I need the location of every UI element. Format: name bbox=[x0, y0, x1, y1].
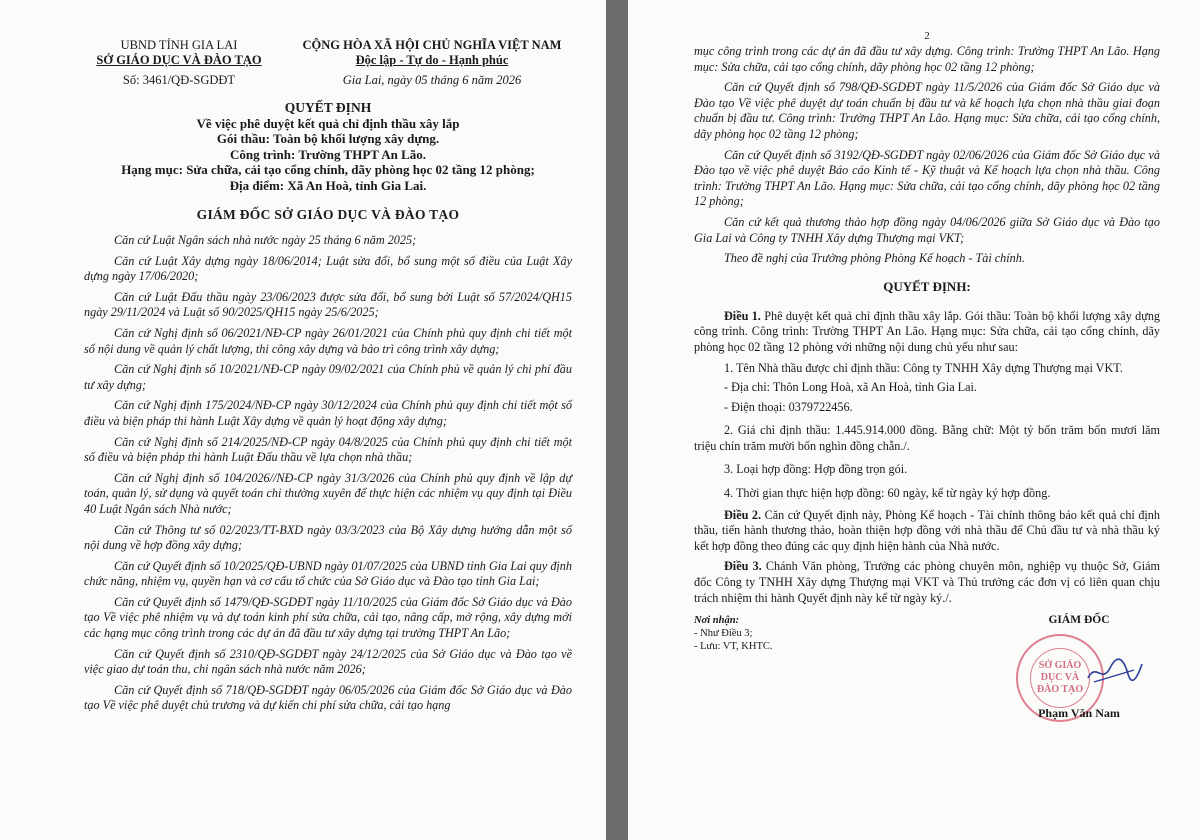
contractor-phone: - Điện thoại: 0379722456. bbox=[724, 399, 853, 414]
proposal-basis: Theo đề nghị của Trưởng phòng Phòng Kế hoạch - Tài chính. bbox=[724, 251, 1025, 266]
contract-price: 2. Giá chỉ định thầu: 1.445.914.000 đồng. Bằng chữ: Một tỷ bốn trăm bốn mươi lăm triệu chín trăm mười bốn nghìn đồng chẵn./. bbox=[694, 423, 1160, 453]
title-item: Hạng mục: Sửa chữa, cải tạo cổng chính, dãy phòng học 02 tầng 12 phòng; bbox=[121, 162, 535, 177]
legal-basis-13: Căn cứ Quyết định số 718/QĐ-SGDĐT ngày 06/05/2026 của Giám đốc Sở Giáo dục và Đào tạo Về việc phê duyệt chủ trương và dự kiến chi phí sửa chữa, cải tạo hạng bbox=[84, 682, 572, 713]
article-2-label: Điều 2. bbox=[724, 507, 762, 522]
recipients-title: Nơi nhận: bbox=[694, 615, 740, 627]
title-package: Gói thầu: Toàn bộ khối lượng xây dựng. bbox=[216, 131, 440, 146]
legal-basis-5: Căn cứ Nghị định số 10/2021/NĐ-CP ngày 09/02/2021 của Chính phủ về quản lý chi phí đầu tư xây dựng; bbox=[84, 362, 572, 392]
page-header bbox=[84, 38, 572, 88]
article-2-text: Căn cứ Quyết định này, Phòng Kế hoạch - Tài chính thông báo kết quả chỉ định thầu, tiến hành thương thảo, hoàn thiện hợp đồng với nhà thầu để Chủ đầu tư và nhà thầu ký kết hợp đồng theo đúng các quy định hiện hành của Nhà nước. bbox=[694, 507, 1160, 553]
document-number: Số: 3461/QĐ-SGDĐT bbox=[122, 73, 236, 87]
recipient-2: - Lưu: VT, KHTC. bbox=[694, 641, 773, 653]
article-3 bbox=[694, 559, 1160, 606]
article-2 bbox=[694, 508, 1160, 555]
contractor-address: - Địa chỉ: Thôn Long Hoà, xã An Hoà, tỉnh Gia Lai. bbox=[724, 380, 977, 395]
agency-parent: UBND TỈNH GIA LAI bbox=[120, 38, 238, 52]
authority-heading: GIÁM ĐỐC SỞ GIÁO DỤC VÀ ĐÀO TẠO bbox=[196, 207, 460, 222]
recipient-1: - Như Điều 3; bbox=[694, 628, 753, 640]
article-1-text: Phê duyệt kết quả chỉ định thầu xây lắp. Gói thầu: Toàn bộ khối lượng xây dựng công trình. Công trình: Trường THPT An Lão. Hạng mục: Sửa chữa, cải tạo cổng chính, dãy phòng học 02 tầng 12 phòng với những nội dung chủ yếu như sau: bbox=[694, 308, 1161, 354]
legal-basis-1: Căn cứ Luật Ngân sách nhà nước ngày 25 tháng 6 năm 2025; bbox=[114, 233, 417, 247]
title-subject: Về việc phê duyệt kết quả chỉ định thầu xây lắp bbox=[196, 115, 460, 131]
legal-basis-10: Căn cứ Quyết định số 10/2025/QĐ-UBND ngày 01/07/2025 của UBND tỉnh Gia Lai quy định chức năng, nhiệm vụ, quyền hạn và cơ cấu tổ chức của Sở Giáo dục và Đào tạo tỉnh Gia Lai; bbox=[84, 558, 572, 589]
motto: Độc lập - Tự do - Hạnh phúc bbox=[355, 53, 509, 67]
issue-date: Gia Lai, ngày 05 tháng 6 năm 2026 bbox=[342, 73, 522, 87]
article-1-items bbox=[694, 361, 1160, 502]
article-1 bbox=[694, 309, 1160, 356]
legal-basis-6: Căn cứ Nghị định 175/2024/NĐ-CP ngày 30/12/2024 của Chính phủ quy định chi tiết một số điều và biện pháp thi hành Luật Xây dựng về quản lý hoạt động xây dựng; bbox=[84, 398, 572, 428]
contractor-name: 1. Tên Nhà thầu được chỉ định thầu: Công ty TNHH Xây dựng Thượng mại VKT. bbox=[724, 360, 1123, 375]
legal-basis-continued: mục công trình trong các dự án đã đầu tư xây dựng. Công trình: Trường THPT An Lão. Hạng mục: Sửa chữa, cải tạo cổng chính, dãy phòng học 02 tầng 12 phòng; bbox=[694, 44, 1160, 74]
legal-basis-7: Căn cứ Nghị định số 214/2025/NĐ-CP ngày 04/8/2025 của Chính phủ quy định chi tiết một số điều và biện pháp thi hành Luật Đấu thầu về lựa chọn nhà thầu; bbox=[84, 434, 572, 465]
legal-basis-12: Căn cứ Quyết định số 2310/QĐ-SGDĐT ngày 24/12/2025 của Sở Giáo dục và Đào tạo về việc giao dự toán thu, chi ngân sách nhà nước năm 2026; bbox=[84, 646, 572, 677]
legal-basis-16: Căn cứ kết quả thương thảo hợp đồng ngày 04/06/2026 giữa Sở Giáo dục và Đào tạo Gia Lai và Công ty TNHH Xây dựng Thượng mại VKT; bbox=[694, 214, 1160, 245]
legal-basis-15: Căn cứ Quyết định số 3192/QĐ-SGDĐT ngày 02/06/2026 của Giám đốc Sở Giáo dục và Đào tạo về việc phê duyệt Báo cáo Kinh tế - Kỹ thuật và Kế hoạch lựa chọn nhà thầu. Công trình: Trường THPT An Lão. Hạng mục: Sửa chữa, cải tạo cổng chính, dãy phòng học 02 tầng 12 phòng; bbox=[694, 147, 1160, 209]
title-location: Địa điểm: Xã An Hoà, tỉnh Gia Lai. bbox=[229, 177, 427, 193]
contract-type: 3. Loại hợp đồng: Hợp đồng trọn gói. bbox=[724, 462, 908, 477]
decision-title bbox=[84, 100, 572, 193]
legal-bases bbox=[84, 233, 572, 714]
legal-basis-9: Căn cứ Thông tư số 02/2023/TT-BXD ngày 03/3/2023 của Bộ Xây dựng hướng dẫn một số nội dung về hợp đồng xây dựng; bbox=[84, 522, 572, 553]
national-motto bbox=[292, 38, 572, 88]
legal-basis-2: Căn cứ Luật Xây dựng ngày 18/06/2014; Luật sửa đổi, bổ sung một số điều của Luật Xây dựng ngày 17/06/2020; bbox=[84, 253, 572, 284]
handwritten-signature bbox=[1084, 656, 1144, 686]
decision-heading: QUYẾT ĐỊNH: bbox=[883, 278, 971, 294]
title-main: QUYẾT ĐỊNH bbox=[284, 100, 372, 115]
stamp-text: SỞ GIÁO DỤC VÀ ĐÀO TẠO bbox=[1030, 648, 1090, 708]
country-name: CỘNG HÒA XÃ HỘI CHỦ NGHĨA VIỆT NAM bbox=[302, 38, 562, 52]
signer-name: Phạm Văn Nam bbox=[1038, 706, 1120, 721]
legal-basis-4: Căn cứ Nghị định số 06/2021/NĐ-CP ngày 26/01/2021 của Chính phủ quy định chi tiết một số nội dung về quản lý chất lượng, thi công xây dựng và bảo trì công trình xây dựng; bbox=[84, 325, 572, 356]
document-page-2 bbox=[628, 0, 1200, 840]
legal-basis-3: Căn cứ Luật Đấu thầu ngày 23/06/2023 được sửa đổi, bổ sung bởi Luật số 57/2024/QH15 ngày 29/11/2024 và Luật số 90/2025/QH15 ngày 25/6/2025; bbox=[84, 289, 572, 320]
contract-duration: 4. Thời gian thực hiện hợp đồng: 60 ngày, kể từ ngày ký hợp đồng. bbox=[724, 486, 1051, 501]
article-1-label: Điều 1. bbox=[724, 308, 761, 323]
legal-bases-continued bbox=[694, 44, 1160, 267]
signer-title: GIÁM ĐỐC bbox=[1048, 614, 1110, 627]
signature-area bbox=[694, 614, 1160, 724]
article-3-text: Chánh Văn phòng, Trưởng các phòng chuyên môn, nghiệp vụ thuộc Sở, Giám đốc Công ty TNHH Xây dựng Thượng mại VKT và Thủ trưởng các đơn vị có liên quan chịu trách nhiệm thi hành Quyết định này kể từ ngày ký./. bbox=[694, 559, 1160, 605]
agency-name: SỞ GIÁO DỤC VÀ ĐÀO TẠO bbox=[96, 53, 262, 67]
page-number: 2 bbox=[924, 30, 930, 42]
recipients bbox=[694, 614, 894, 653]
title-project: Công trình: Trường THPT An Lão. bbox=[229, 146, 427, 162]
legal-basis-14: Căn cứ Quyết định số 798/QĐ-SGDĐT ngày 11/5/2026 của Giám đốc Sở Giáo dục và Đào tạo Về việc phê duyệt dự toán chuẩn bị đầu tư và kế hoạch lựa chọn nhà thầu giai đoạn chuẩn bị đầu tư. Công trình: Trường THPT An Lão. Hạng mục: Sửa chữa, cải tạo cổng chính, dãy phòng học 02 tầng 12 phòng; bbox=[694, 80, 1160, 141]
legal-basis-11: Căn cứ Quyết định số 1479/QĐ-SGDĐT ngày 11/10/2025 của Giám đốc Sở Giáo dục và Đào tạo Về việc phê nhiệm vụ và dự toán kinh phí sửa chữa, cải tạo, nâng cấp, mở rộng, xây dựng mới các hạng mục công trình trong các dự án đã đầu tư xây dựng tại trường THPT An Lão; bbox=[84, 594, 572, 641]
issuing-agency bbox=[84, 38, 274, 88]
article-3-label: Điều 3. bbox=[724, 559, 762, 574]
legal-basis-8: Căn cứ Nghị định số 104/2026//NĐ-CP ngày 31/3/2026 của Chính phủ quy định về lập dự toán, quản lý, sử dụng và quyết toán chi thường xuyên để thực hiện các nhiệm vụ quy định tại Điều 40 Luật Ngân sách Nhà nước; bbox=[84, 470, 572, 516]
